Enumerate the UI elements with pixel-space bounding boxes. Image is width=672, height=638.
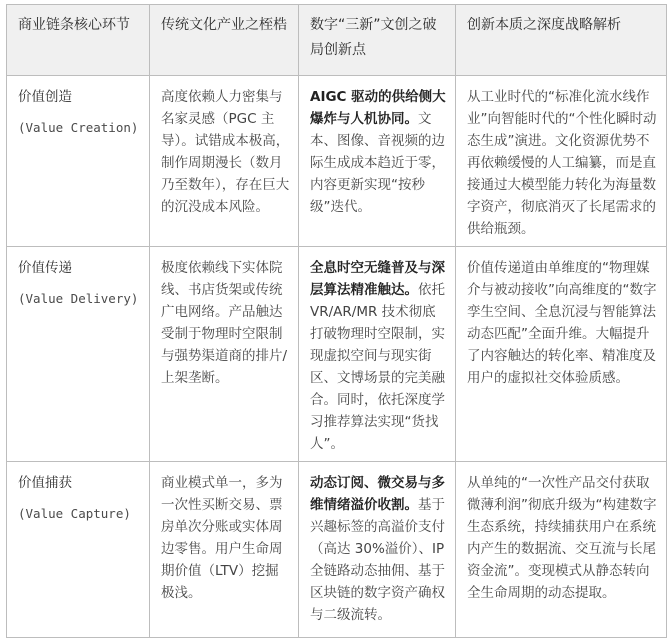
stage-cell bbox=[7, 462, 150, 638]
stage-name-en: (Value Capture) bbox=[18, 506, 131, 521]
innovation-headline: AIGC 驱动的供给侧大爆炸与人机协同。 bbox=[310, 89, 446, 127]
table-header-row bbox=[7, 5, 667, 76]
stage-name-zh: 价值传递 bbox=[18, 260, 72, 276]
table-row bbox=[7, 462, 667, 638]
stage-name-zh: 价值捕获 bbox=[18, 475, 72, 491]
stage-cell bbox=[7, 247, 150, 462]
stage-name-en: (Value Delivery) bbox=[18, 291, 139, 306]
innovation-detail: 基于兴趣标签的高溢价支付（高达 30%溢价）、IP 全链路动态抽佣、基于区块链的数字资产确权与二级流转。 bbox=[310, 497, 445, 623]
traditional-cell: 高度依赖人力密集与名家灵感（PGC 主导）。试错成本极高，制作周期漫长（数月乃至数年），存在巨大的沉没成本风险。 bbox=[150, 76, 299, 247]
table-row bbox=[7, 76, 667, 247]
analysis-cell: 从单纯的“一次性产品交付获取微薄利润”彻底升级为“构建数字生态系统，持续捕获用户在系统内产生的数据流、交互流与长尾资金流”。变现模式从静态转向全生命周期的动态提取。 bbox=[456, 462, 667, 638]
stage-name-zh: 价值创造 bbox=[18, 89, 72, 105]
analysis-cell: 价值传递道由单维度的“物理媒介与被动接收”向高维度的“数字孪生空间、全息沉浸与智能算法动态匹配”全面升维。大幅提升了内容触达的转化率、精准度及用户的虚拟社交体验质感。 bbox=[456, 247, 667, 462]
traditional-cell: 极度依赖线下实体院线、书店货架或传统广电网络。产品触达受制于物理时空限制与强势渠道商的排片/上架垄断。 bbox=[150, 247, 299, 462]
innovation-headline: 全息时空无缝普及与深层算法精准触达。 bbox=[310, 260, 445, 298]
innovation-cell bbox=[299, 247, 456, 462]
innovation-headline: 动态订阅、微交易与多维情绪溢价收割。 bbox=[310, 475, 445, 513]
header-stage: 商业链条核心环节 bbox=[7, 5, 150, 76]
stage-name-en: (Value Creation) bbox=[18, 120, 139, 135]
header-analysis: 创新本质之深度战略解析 bbox=[456, 5, 667, 76]
innovation-detail: 依托 VR/AR/MR 技术彻底打破物理时空限制，实现虚拟空间与现实街区、文博场景的完美融合。同时，依托深度学习推荐算法实现“货找人”。 bbox=[310, 282, 445, 452]
analysis-cell: 从工业时代的“标准化流水线作业”向智能时代的“个性化瞬时动态生成”演进。文化资源优势不再依赖缓慢的人工编纂，而是直接通过大模型能力转化为海量数字资产，彻底消灭了长尾需求的供给瓶颈。 bbox=[456, 76, 667, 247]
strategy-table-container bbox=[6, 4, 666, 623]
table-row bbox=[7, 247, 667, 462]
innovation-cell bbox=[299, 462, 456, 638]
traditional-cell: 商业模式单一，多为一次性买断交易、票房单次分账或实体周边零售。用户生命周期价值（LTV）挖掘极浅。 bbox=[150, 462, 299, 638]
innovation-detail: 文本、图像、音视频的边际生成成本趋近于零，内容更新实现“按秒级”迭代。 bbox=[310, 111, 445, 215]
strategy-comparison-table bbox=[6, 4, 667, 638]
stage-cell bbox=[7, 76, 150, 247]
header-innovation: 数字“三新”文创之破局创新点 bbox=[299, 5, 456, 76]
header-traditional: 传统文化产业之桎梏 bbox=[150, 5, 299, 76]
innovation-cell bbox=[299, 76, 456, 247]
